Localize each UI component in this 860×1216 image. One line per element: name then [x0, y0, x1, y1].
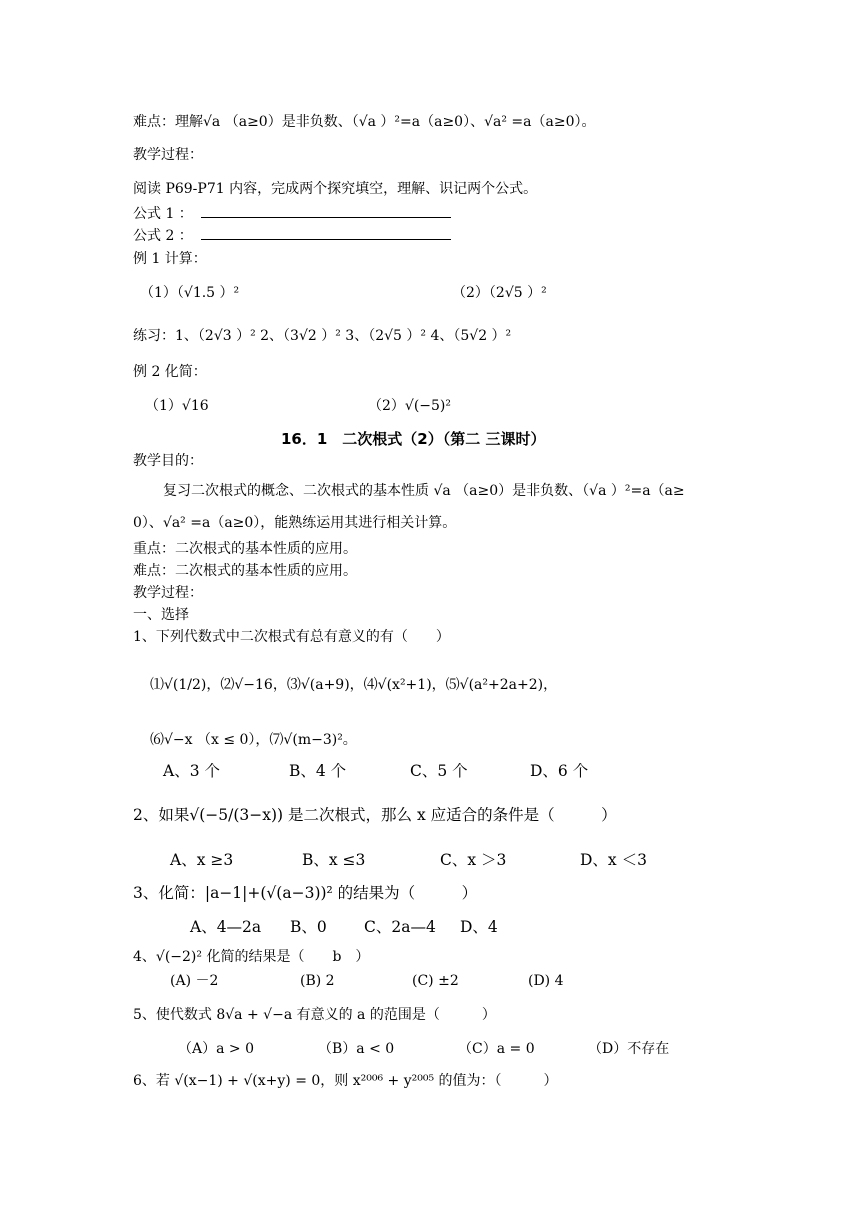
- question-5-option-d: （D）不存在: [588, 1041, 670, 1057]
- question-4-option-c: (C) ±2: [412, 973, 459, 989]
- question-2-option-d: D、x ＜3: [580, 851, 647, 869]
- formula-1-row: [133, 204, 451, 223]
- question-1-option-b: B、4 个: [289, 762, 347, 780]
- question-2-option-a: A、x ≥3: [170, 851, 234, 869]
- formula-2-blank: [201, 226, 451, 240]
- process-label-1: 教学过程：: [133, 147, 203, 163]
- question-3-option-d: D、4: [460, 918, 498, 936]
- key-point: 重点：二次根式的基本性质的应用。: [133, 541, 357, 557]
- question-1-option-a: A、3 个: [163, 762, 220, 780]
- example-1-a: （1）（√1.5 ）²: [140, 285, 240, 301]
- example-2-label: 例 2 化简：: [133, 364, 207, 380]
- question-6: 6、若 √(x−1) + √(x+y) = 0，则 x²⁰⁰⁶ + y²⁰⁰⁵ 的值为：（ ）: [133, 1073, 558, 1089]
- question-3-option-b: B、0: [290, 918, 327, 936]
- formula-2-row: [133, 226, 451, 245]
- lesson-title: 16．1 二次根式（2）（第二 三课时）: [281, 430, 546, 448]
- question-5-option-a: （A）a > 0: [178, 1041, 254, 1057]
- formula-2-label: 公式 2 ：: [133, 228, 193, 244]
- formula-1-blank: [201, 204, 451, 218]
- goal-line-2: 0）、√a² =a（a≥0），能熟练运用其进行相关计算。: [133, 515, 457, 531]
- example-1-label: 例 1 计算：: [133, 251, 207, 267]
- goal-line-1: 复习二次根式的概念、二次根式的基本性质 √a （a≥0）是非负数、（√a ）²=a（a≥: [163, 483, 685, 499]
- reading-instruction: 阅读 P69-P71 内容，完成两个探究填空，理解、识记两个公式。: [133, 181, 538, 197]
- formula-1-label: 公式 1 ：: [133, 206, 193, 222]
- question-5-option-c: （C）a = 0: [458, 1041, 535, 1057]
- question-4-option-a: (A) －2: [170, 973, 219, 989]
- question-1-option-c: C、5 个: [410, 762, 468, 780]
- question-2-option-b: B、x ≤3: [302, 851, 366, 869]
- question-2: 2、如果√(−5/(3−x)) 是二次根式，那么 x 应适合的条件是（ ）: [133, 806, 617, 824]
- difficulty-line-1: [133, 113, 595, 131]
- question-4: 4、√(−2)² 化简的结果是（ b ）: [133, 949, 370, 965]
- question-5-option-b: （B）a < 0: [318, 1041, 395, 1057]
- question-4-option-d: (D) 4: [528, 973, 564, 989]
- process-label-2: 教学过程：: [133, 585, 203, 601]
- question-2-option-c: C、x ＞3: [440, 851, 507, 869]
- difficulty-point: 难点：二次根式的基本性质的应用。: [133, 563, 357, 579]
- difficulty-text: 难点：理解√a （a≥0）是非负数、（√a ）²=a（a≥0）、√a² =a（a≥0）。: [133, 114, 596, 130]
- question-4-option-b: (B) 2: [300, 973, 335, 989]
- question-1: 1、下列代数式中二次根式有总有意义的有（ ）: [133, 629, 450, 645]
- question-1-items-row2: ⑹√−x （x ≤ 0），⑺√(m−3)²。: [150, 732, 357, 748]
- question-3: 3、化简：|a−1|+(√(a−3))² 的结果为（ ）: [133, 884, 478, 902]
- example-2-a: （1）√16: [145, 398, 209, 414]
- example-1-b: （2）（2√5 ）²: [452, 285, 547, 301]
- question-1-option-d: D、6 个: [530, 762, 589, 780]
- example-2-b: （2）√(−5)²: [368, 398, 452, 414]
- goal-label: 教学目的：: [133, 453, 203, 469]
- section-choice: 一、选择: [133, 607, 189, 623]
- question-5: 5、使代数式 8√a + √−a 有意义的 a 的范围是（ ）: [133, 1007, 496, 1023]
- question-1-items-row1: ⑴√(1/2)，⑵√−16，⑶√(a+9)，⑷√(x²+1)，⑸√(a²+2a+2)，: [150, 677, 558, 693]
- practice-line: 练习：1、（2√3 ）² 2、（3√2 ）² 3、（2√5 ）² 4、（5√2 ）²: [133, 328, 512, 344]
- question-3-option-a: A、4—2a: [190, 918, 262, 936]
- question-3-option-c: C、2a—4: [364, 918, 436, 936]
